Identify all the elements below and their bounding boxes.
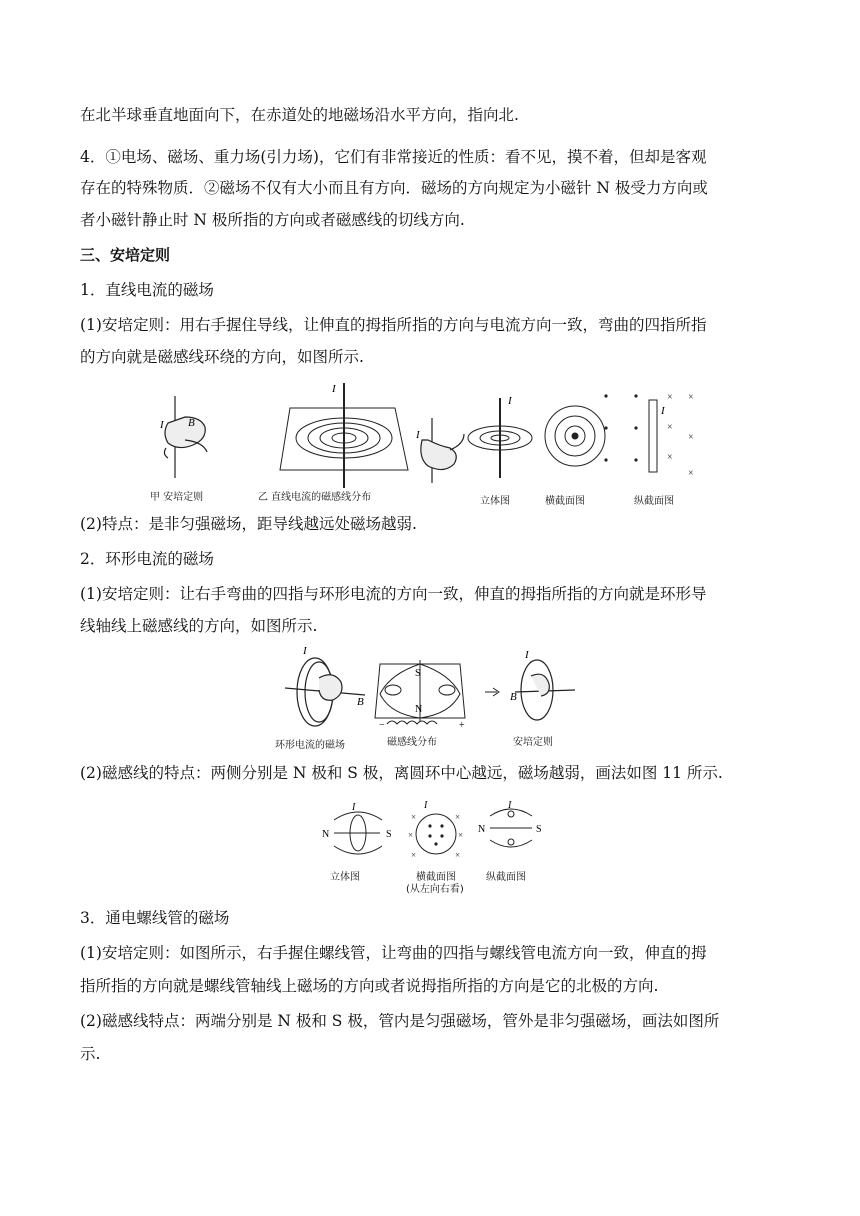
- paragraph-line: (1)安培定则：如图所示，右手握住螺线管，让弯曲的四指与螺线管电流方向一致，伸直的拇: [80, 944, 707, 962]
- svg-text:×: ×: [411, 812, 417, 822]
- label-I: I: [352, 802, 356, 813]
- label-I: I: [303, 645, 307, 657]
- caption-jia: 甲 安培定则: [150, 492, 204, 503]
- svg-text:×: ×: [408, 830, 414, 840]
- paragraph-line: 者小磁针静止时 N 极所指的方向或者磁感线的切线方向.: [80, 211, 465, 229]
- label-I: I: [424, 800, 428, 811]
- caption-rule: 安培定则: [513, 737, 553, 748]
- label-N: N: [415, 704, 423, 715]
- caption-distribution: 磁感线分布: [387, 737, 437, 748]
- label-I: I: [508, 800, 512, 811]
- subsection-heading: 2．环形电流的磁场: [80, 550, 214, 568]
- label-B: B: [510, 691, 517, 703]
- caption-longitudinal: 纵截面图: [634, 496, 674, 507]
- svg-text:×: ×: [667, 452, 673, 463]
- figure-ring-field-drawing: [318, 800, 548, 866]
- paragraph-line: 线轴线上磁感线的方向，如图所示.: [80, 617, 318, 635]
- caption-cross: 横截面图: [545, 496, 585, 507]
- label-minus: −: [379, 720, 385, 731]
- label-N: N: [478, 824, 486, 835]
- caption-cross-note: (从左向右看): [406, 884, 464, 895]
- svg-text:×: ×: [688, 432, 694, 443]
- subsection-heading: 3．通电螺线管的磁场: [80, 909, 230, 927]
- paragraph-line: (2)特点：是非匀强磁场，距导线越远处磁场越弱.: [80, 515, 417, 533]
- figure-straight-current-drawing: [140, 378, 700, 488]
- paragraph-line: 示.: [80, 1045, 101, 1063]
- paragraph-line: (2)磁感线特点：两端分别是 N 极和 S 极，管内是匀强磁场，管外是非匀强磁场，画法如图所: [80, 1012, 720, 1030]
- caption-cross: 横截面图: [416, 872, 456, 883]
- section-heading: 三、安培定则: [80, 246, 171, 264]
- svg-text:×: ×: [667, 422, 673, 433]
- svg-text:×: ×: [455, 850, 461, 860]
- svg-text:×: ×: [458, 830, 464, 840]
- label-I: I: [525, 649, 529, 661]
- label-I: I: [332, 383, 336, 395]
- svg-text:×: ×: [455, 812, 461, 822]
- label-S: S: [536, 824, 542, 835]
- svg-text:×: ×: [688, 468, 694, 479]
- label-I: I: [661, 405, 665, 417]
- paragraph-line: 的方向就是磁感线环绕的方向，如图所示.: [80, 348, 364, 366]
- paragraph-line: 指所指的方向就是螺线管轴线上磁场的方向或者说拇指所指的方向是它的北极的方向.: [80, 977, 659, 995]
- subsection-heading: 1．直线电流的磁场: [80, 281, 214, 299]
- label-I: I: [160, 419, 164, 431]
- paragraph-line: 4．①电场、磁场、重力场(引力场)，它们有非常接近的性质：看不见，摸不着，但却是客观: [80, 148, 707, 166]
- label-plus: +: [459, 720, 465, 731]
- paragraph-line: (1)安培定则：用右手握住导线，让伸直的拇指所指的方向与电流方向一致，弯曲的四指所指: [80, 316, 707, 334]
- figure-ring-current-drawing: [275, 640, 595, 735]
- figure-ring-current: [275, 640, 595, 755]
- caption-longitudinal: 纵截面图: [486, 872, 526, 883]
- label-N: N: [322, 829, 330, 840]
- caption-3d: 立体图: [480, 496, 510, 507]
- figure-straight-current: [140, 378, 700, 508]
- paragraph-line: (2)磁感线的特点：两侧分别是 N 极和 S 极，离圆环中心越远，磁场越弱，画法如图 11 所示.: [80, 764, 723, 782]
- caption-ring: 环形电流的磁场: [275, 740, 345, 751]
- paragraph-line: 在北半球垂直地面向下，在赤道处的地磁场沿水平方向，指向北.: [80, 106, 519, 124]
- caption-yi: 乙 直线电流的磁感线分布: [258, 492, 372, 503]
- svg-text:×: ×: [667, 392, 673, 403]
- paragraph-line: 存在的特殊物质．②磁场不仅有大小而且有方向．磁场的方向规定为小磁针 N 极受力方向或: [80, 179, 708, 197]
- label-S: S: [386, 829, 392, 840]
- paragraph-line: (1)安培定则：让右手弯曲的四指与环形电流的方向一致，伸直的拇指所指的方向就是环形导: [80, 585, 707, 603]
- label-B: B: [188, 417, 195, 429]
- label-S: S: [415, 668, 421, 679]
- caption-3d: 立体图: [330, 872, 360, 883]
- svg-text:×: ×: [688, 392, 694, 403]
- label-I: I: [508, 395, 512, 407]
- label-B: B: [357, 696, 364, 708]
- label-I: I: [416, 429, 420, 441]
- svg-text:×: ×: [411, 850, 417, 860]
- figure-ring-field: [318, 800, 548, 895]
